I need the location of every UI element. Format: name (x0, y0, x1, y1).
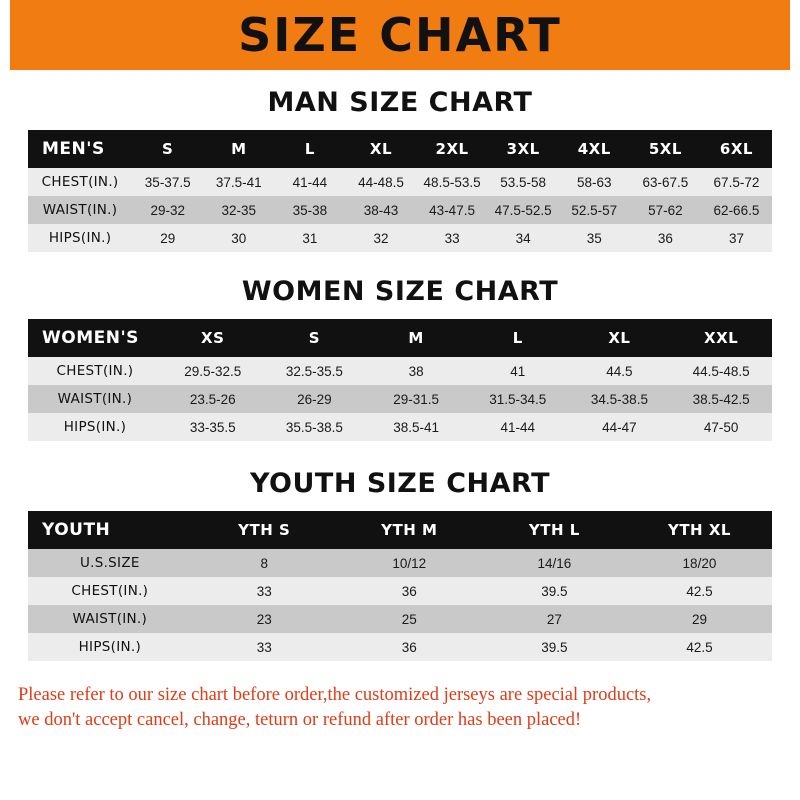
table-cell: 33-35.5 (162, 413, 264, 441)
table-cell: 52.5-57 (559, 196, 630, 224)
table-cell: 32.5-35.5 (264, 357, 366, 385)
table-cell: 58-63 (559, 168, 630, 196)
youth-table-header (28, 511, 772, 549)
man-section-title: MAN SIZE CHART (267, 87, 533, 118)
man-table-body (28, 168, 772, 252)
man-header-cell: L (274, 130, 345, 168)
man-table-wrap (28, 130, 772, 252)
table-cell: 53.5-58 (488, 168, 559, 196)
man-size-table (28, 130, 772, 252)
table-cell: 31 (274, 224, 345, 252)
row-label: HIPS(IN.) (28, 633, 192, 661)
table-cell: 44.5-48.5 (670, 357, 772, 385)
youth-header-label: YOUTH (28, 511, 192, 549)
man-header-cell: 5XL (630, 130, 701, 168)
table-cell: 36 (337, 577, 482, 605)
table-cell: 38-43 (345, 196, 416, 224)
table-cell: 31.5-34.5 (467, 385, 569, 413)
youth-header-cell: YTH S (192, 511, 337, 549)
man-header-cell: 6XL (701, 130, 772, 168)
table-cell: 30 (203, 224, 274, 252)
table-cell: 48.5-53.5 (417, 168, 488, 196)
table-cell: 37 (701, 224, 772, 252)
youth-table-wrap (28, 511, 772, 661)
youth-header-cell: YTH XL (627, 511, 772, 549)
row-label: WAIST(IN.) (28, 605, 192, 633)
table-row (28, 577, 772, 605)
table-row (28, 605, 772, 633)
women-table-body (28, 357, 772, 441)
row-label: WAIST(IN.) (28, 196, 132, 224)
table-cell: 18/20 (627, 549, 772, 577)
table-cell: 29 (132, 224, 203, 252)
youth-section-title: YOUTH SIZE CHART (249, 468, 551, 499)
table-cell: 39.5 (482, 633, 627, 661)
table-cell: 67.5-72 (701, 168, 772, 196)
table-cell: 32 (345, 224, 416, 252)
table-cell: 25 (337, 605, 482, 633)
table-cell: 41-44 (274, 168, 345, 196)
table-cell: 38.5-42.5 (670, 385, 772, 413)
table-row (28, 224, 772, 252)
table-row (28, 413, 772, 441)
table-cell: 36 (337, 633, 482, 661)
table-header-row (28, 319, 772, 357)
table-cell: 35.5-38.5 (264, 413, 366, 441)
table-cell: 38.5-41 (365, 413, 467, 441)
table-cell: 10/12 (337, 549, 482, 577)
women-size-table (28, 319, 772, 441)
banner-edge-left (0, 0, 10, 70)
table-cell: 33 (192, 633, 337, 661)
women-header-cell: XL (569, 319, 671, 357)
youth-header-cell: YTH L (482, 511, 627, 549)
table-cell: 36 (630, 224, 701, 252)
table-cell: 14/16 (482, 549, 627, 577)
women-section-title: WOMEN SIZE CHART (241, 276, 559, 307)
table-cell: 8 (192, 549, 337, 577)
table-cell: 41-44 (467, 413, 569, 441)
women-header-cell: M (365, 319, 467, 357)
table-cell: 23.5-26 (162, 385, 264, 413)
row-label: WAIST(IN.) (28, 385, 162, 413)
table-cell: 42.5 (627, 633, 772, 661)
table-header-row (28, 511, 772, 549)
footer-line-2: we don't accept cancel, change, teturn or refund after order has been placed! (18, 709, 582, 730)
women-header-cell: XS (162, 319, 264, 357)
table-cell: 35-38 (274, 196, 345, 224)
table-cell: 47.5-52.5 (488, 196, 559, 224)
table-cell: 27 (482, 605, 627, 633)
row-label: CHEST(IN.) (28, 577, 192, 605)
youth-size-table (28, 511, 772, 661)
table-cell: 29 (627, 605, 772, 633)
table-row (28, 196, 772, 224)
footer-line-1: Please refer to our size chart before order,the customized jerseys are special products, (18, 685, 652, 705)
row-label: U.S.SIZE (28, 549, 192, 577)
table-row (28, 168, 772, 196)
table-row (28, 549, 772, 577)
women-header-cell: L (467, 319, 569, 357)
man-header-cell: M (203, 130, 274, 168)
table-row (28, 385, 772, 413)
table-cell: 44.5 (569, 357, 671, 385)
man-table-header (28, 130, 772, 168)
women-table-header (28, 319, 772, 357)
row-label: CHEST(IN.) (28, 168, 132, 196)
man-header-cell: XL (345, 130, 416, 168)
table-cell: 44-47 (569, 413, 671, 441)
table-cell: 47-50 (670, 413, 772, 441)
table-cell: 62-66.5 (701, 196, 772, 224)
table-header-row (28, 130, 772, 168)
man-header-cell: 3XL (488, 130, 559, 168)
table-cell: 37.5-41 (203, 168, 274, 196)
table-cell: 29-31.5 (365, 385, 467, 413)
table-cell: 41 (467, 357, 569, 385)
man-header-cell: S (132, 130, 203, 168)
table-cell: 43-47.5 (417, 196, 488, 224)
header-banner (0, 0, 800, 70)
row-label: HIPS(IN.) (28, 413, 162, 441)
table-cell: 23 (192, 605, 337, 633)
table-cell: 35-37.5 (132, 168, 203, 196)
table-cell: 34.5-38.5 (569, 385, 671, 413)
man-header-cell: 4XL (559, 130, 630, 168)
women-header-label: WOMEN'S (28, 319, 162, 357)
youth-table-body (28, 549, 772, 661)
table-cell: 39.5 (482, 577, 627, 605)
table-cell: 34 (488, 224, 559, 252)
table-cell: 42.5 (627, 577, 772, 605)
page-title: SIZE CHART (238, 8, 562, 62)
table-cell: 44-48.5 (345, 168, 416, 196)
women-header-cell: S (264, 319, 366, 357)
women-header-cell: XXL (670, 319, 772, 357)
footer-disclaimer (18, 683, 782, 733)
table-cell: 32-35 (203, 196, 274, 224)
table-cell: 38 (365, 357, 467, 385)
man-header-cell: 2XL (417, 130, 488, 168)
table-cell: 57-62 (630, 196, 701, 224)
table-cell: 33 (417, 224, 488, 252)
row-label: CHEST(IN.) (28, 357, 162, 385)
table-cell: 33 (192, 577, 337, 605)
youth-header-cell: YTH M (337, 511, 482, 549)
table-cell: 29-32 (132, 196, 203, 224)
row-label: HIPS(IN.) (28, 224, 132, 252)
table-cell: 26-29 (264, 385, 366, 413)
women-table-wrap (28, 319, 772, 441)
table-cell: 35 (559, 224, 630, 252)
table-row (28, 633, 772, 661)
man-header-label: MEN'S (28, 130, 132, 168)
banner-edge-right (790, 0, 800, 70)
table-row (28, 357, 772, 385)
table-cell: 63-67.5 (630, 168, 701, 196)
table-cell: 29.5-32.5 (162, 357, 264, 385)
